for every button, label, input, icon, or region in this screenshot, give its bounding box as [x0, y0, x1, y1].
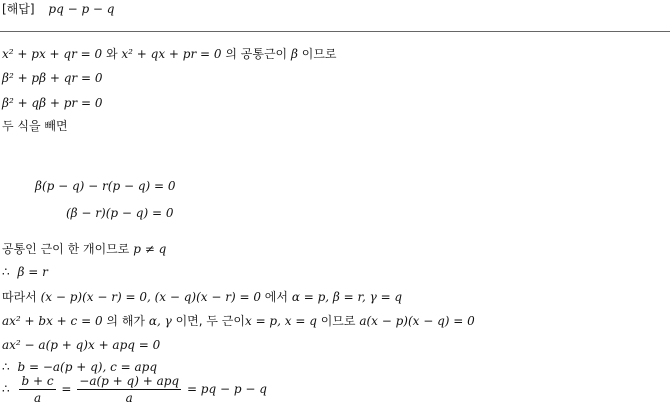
line-subtract: 두 식을 빼면 — [2, 119, 68, 133]
therefore-symbol-3: ∴ — [2, 382, 10, 396]
beta-eq-r: β = r — [17, 265, 48, 279]
text-therefore-3: 이므로 — [320, 314, 356, 328]
root-values: α = p, β = r, γ = q — [291, 290, 403, 304]
line-b-c — [2, 360, 157, 375]
text-therefore: 이므로 — [301, 47, 337, 61]
factored-poly: a(x − p)(x − q) = 0 — [359, 314, 475, 328]
text-solutions: 의 해가 — [106, 314, 146, 328]
fraction-2-numerator: −a(p + q) + apq — [79, 374, 180, 388]
line-roots — [2, 290, 402, 305]
equation-1: x² + px + qr = 0 — [2, 47, 103, 61]
answer-header — [2, 2, 114, 17]
line-beta-eq-2: β² + qβ + pr = 0 — [2, 96, 103, 110]
line-factor-2: (β − r)(p − q) = 0 — [66, 206, 174, 220]
text-two-roots: 이면, 두 근이 — [175, 314, 245, 328]
line-one-root — [2, 242, 166, 257]
final-result: = pq − p − q — [186, 382, 267, 396]
fraction-b-plus-c — [19, 374, 55, 405]
answer-tag: [해답] — [2, 2, 35, 16]
factored-equations: (x − p)(x − r) = 0, (x − q)(x − r) = 0 — [40, 290, 261, 304]
line-factor-1: β(p − q) − r(p − q) = 0 — [35, 179, 176, 193]
root-p-q: x = p, x = q — [244, 314, 317, 328]
p-neq-q: p ≠ q — [133, 242, 167, 256]
line-quadratic — [2, 314, 475, 329]
line-beta-eq-1: β² + pβ + qr = 0 — [2, 71, 103, 85]
alpha-gamma: α, γ — [148, 314, 172, 328]
text-one-root: 공통인 근이 한 개이므로 — [2, 242, 130, 256]
fraction-1-numerator: b + c — [21, 374, 54, 388]
text-wa: 와 — [105, 47, 118, 61]
text-therefore-2: 따라서 — [2, 290, 37, 304]
fraction-expanded — [77, 374, 181, 405]
therefore-symbol-2: ∴ — [2, 360, 10, 374]
therefore-symbol: ∴ — [2, 265, 10, 279]
fraction-1-denominator: a — [33, 391, 42, 405]
quadratic-eq: ax² + bx + c = 0 — [2, 314, 103, 328]
line-beta-r — [2, 265, 48, 280]
line-common-root — [2, 47, 337, 62]
b-c-values: b = −a(p + q), c = apq — [17, 360, 158, 374]
fraction-2-denominator: a — [125, 391, 133, 405]
equation-2: x² + qx + pr = 0 — [121, 47, 222, 61]
beta-symbol: β — [290, 47, 298, 61]
answer-value: pq − p − q — [48, 2, 115, 16]
line-expanded: ax² − a(p + q)x + apq = 0 — [2, 338, 161, 352]
divider — [0, 31, 670, 32]
text-from: 에서 — [264, 290, 288, 304]
text-common-root: 의 공통근이 — [225, 47, 288, 61]
line-final: ∴ $\frac{b + c}{a}$ = $\frac{\text{−a(p + q) + apq}}{a}$ = pq − p − q — [2, 374, 267, 405]
